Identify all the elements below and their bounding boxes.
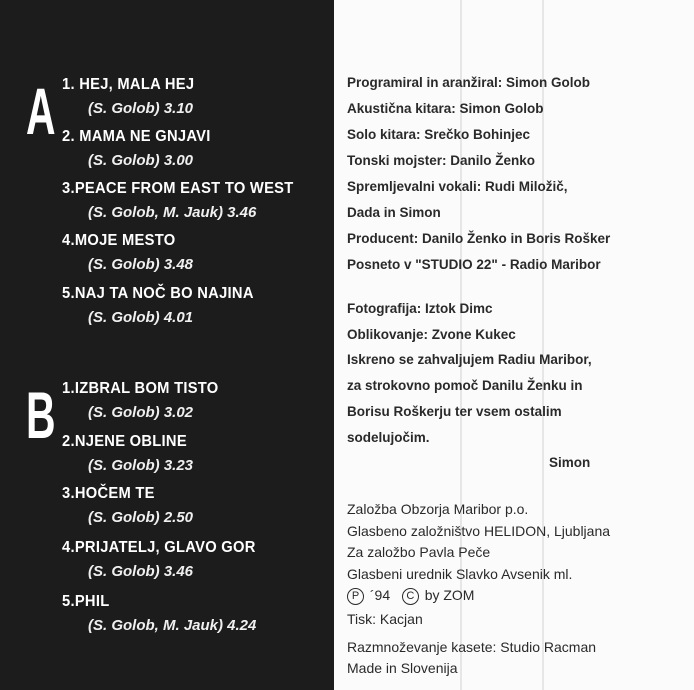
track-b2 [62, 433, 198, 474]
publisher-line: Glasbeni urednik Slavko Avsenik ml. [347, 565, 573, 582]
track-b5 [62, 593, 256, 634]
side-b-letter: B [26, 378, 56, 452]
thanks-note [347, 347, 592, 451]
origin-line: Made in Slovenija [347, 660, 458, 677]
credit-line: Dada in Simon [347, 205, 441, 220]
track-credit: (S. Golob) 2.50 [88, 509, 194, 526]
track-a2 [62, 128, 224, 169]
credit-line: Tonski mojster: Danilo Ženko [347, 153, 536, 168]
track-a5 [62, 285, 270, 326]
publisher-line: Založba Obzorja Maribor p.o. [347, 501, 529, 517]
track-title: 2.NJENE OBLINE [62, 433, 187, 450]
thanks-line: Borisu Roškerju ter vsem ostalim [347, 404, 562, 419]
credit-line: Posneto v "STUDIO 22" - Radio Maribor [347, 257, 601, 272]
track-title: 1. HEJ, MALA HEJ [62, 76, 195, 93]
track-title: 3.HOČEM TE [62, 485, 155, 502]
signature: Simon [549, 455, 591, 470]
track-title: 5.PHIL [62, 593, 110, 610]
track-b3 [62, 485, 193, 526]
thanks-line: Iskreno se zahvaljujem Radiu Maribor, [347, 352, 592, 367]
track-title: 5.NAJ TA NOČ BO NAJINA [62, 285, 254, 302]
track-credit: (S. Golob) 3.23 [88, 457, 194, 474]
credit-line: Producent: Danilo Ženko in Boris Rošker [347, 231, 611, 246]
track-title: 4.MOJE MESTO [62, 232, 176, 249]
credit-line: Fotografija: Iztok Dimc [347, 301, 493, 316]
phonogram-symbol: P [347, 588, 364, 605]
production-credits [347, 70, 610, 348]
track-title: 3.PEACE FROM EAST TO WEST [62, 180, 294, 197]
publisher-line: Za založbo Pavla Peče [347, 544, 491, 561]
copyright-holder: by ZOM [424, 587, 475, 604]
track-credit: (S. Golob) 3.02 [88, 404, 194, 421]
track-credit: (S. Golob, M. Jauk) 3.46 [88, 204, 257, 221]
track-credit: (S. Golob) 3.00 [88, 152, 194, 169]
tracklist-panel [0, 0, 334, 690]
credit-line: Solo kitara: Srečko Bohinjec [347, 127, 531, 142]
copyright-year: ´94 [369, 587, 391, 604]
track-credit: (S. Golob, M. Jauk) 4.24 [88, 617, 257, 634]
copyright-symbol: C [402, 588, 419, 605]
track-a3 [62, 180, 314, 221]
track-title: 4.PRIJATELJ, GLAVO GOR [62, 539, 256, 556]
track-a4 [62, 232, 193, 273]
copyright-line [347, 585, 610, 607]
credit-spacer [347, 278, 610, 296]
track-b4 [62, 539, 272, 580]
print-line: Tisk: Kacjan [347, 610, 423, 627]
credit-line: Programiral in aranžiral: Simon Golob [347, 75, 591, 90]
track-title: 1.IZBRAL BOM TISTO [62, 380, 219, 397]
thanks-line: za strokovno pomoč Danilu Ženku in [347, 378, 583, 393]
credit-line: Spremljevalni vokali: Rudi Miložič, [347, 179, 568, 194]
track-credit: (S. Golob) 3.46 [88, 563, 194, 580]
publisher-line: Glasbeno založništvo HELIDON, Ljubljana [347, 522, 611, 539]
track-credit: (S. Golob) 3.48 [88, 256, 194, 273]
track-a1 [62, 76, 206, 117]
duplication-line: Razmnoževanje kasete: Studio Racman [347, 638, 597, 655]
publisher-info [347, 499, 610, 680]
credit-line: Akustična kitara: Simon Golob [347, 101, 544, 116]
side-a-letter: A [26, 74, 56, 148]
track-credit: (S. Golob) 3.10 [88, 100, 194, 117]
credit-line: Oblikovanje: Zvone Kukec [347, 327, 516, 342]
track-title: 2. MAMA NE GNJAVI [62, 128, 211, 145]
track-b1 [62, 380, 232, 421]
thanks-line: sodelujočim. [347, 430, 430, 445]
track-credit: (S. Golob) 4.01 [88, 309, 194, 326]
